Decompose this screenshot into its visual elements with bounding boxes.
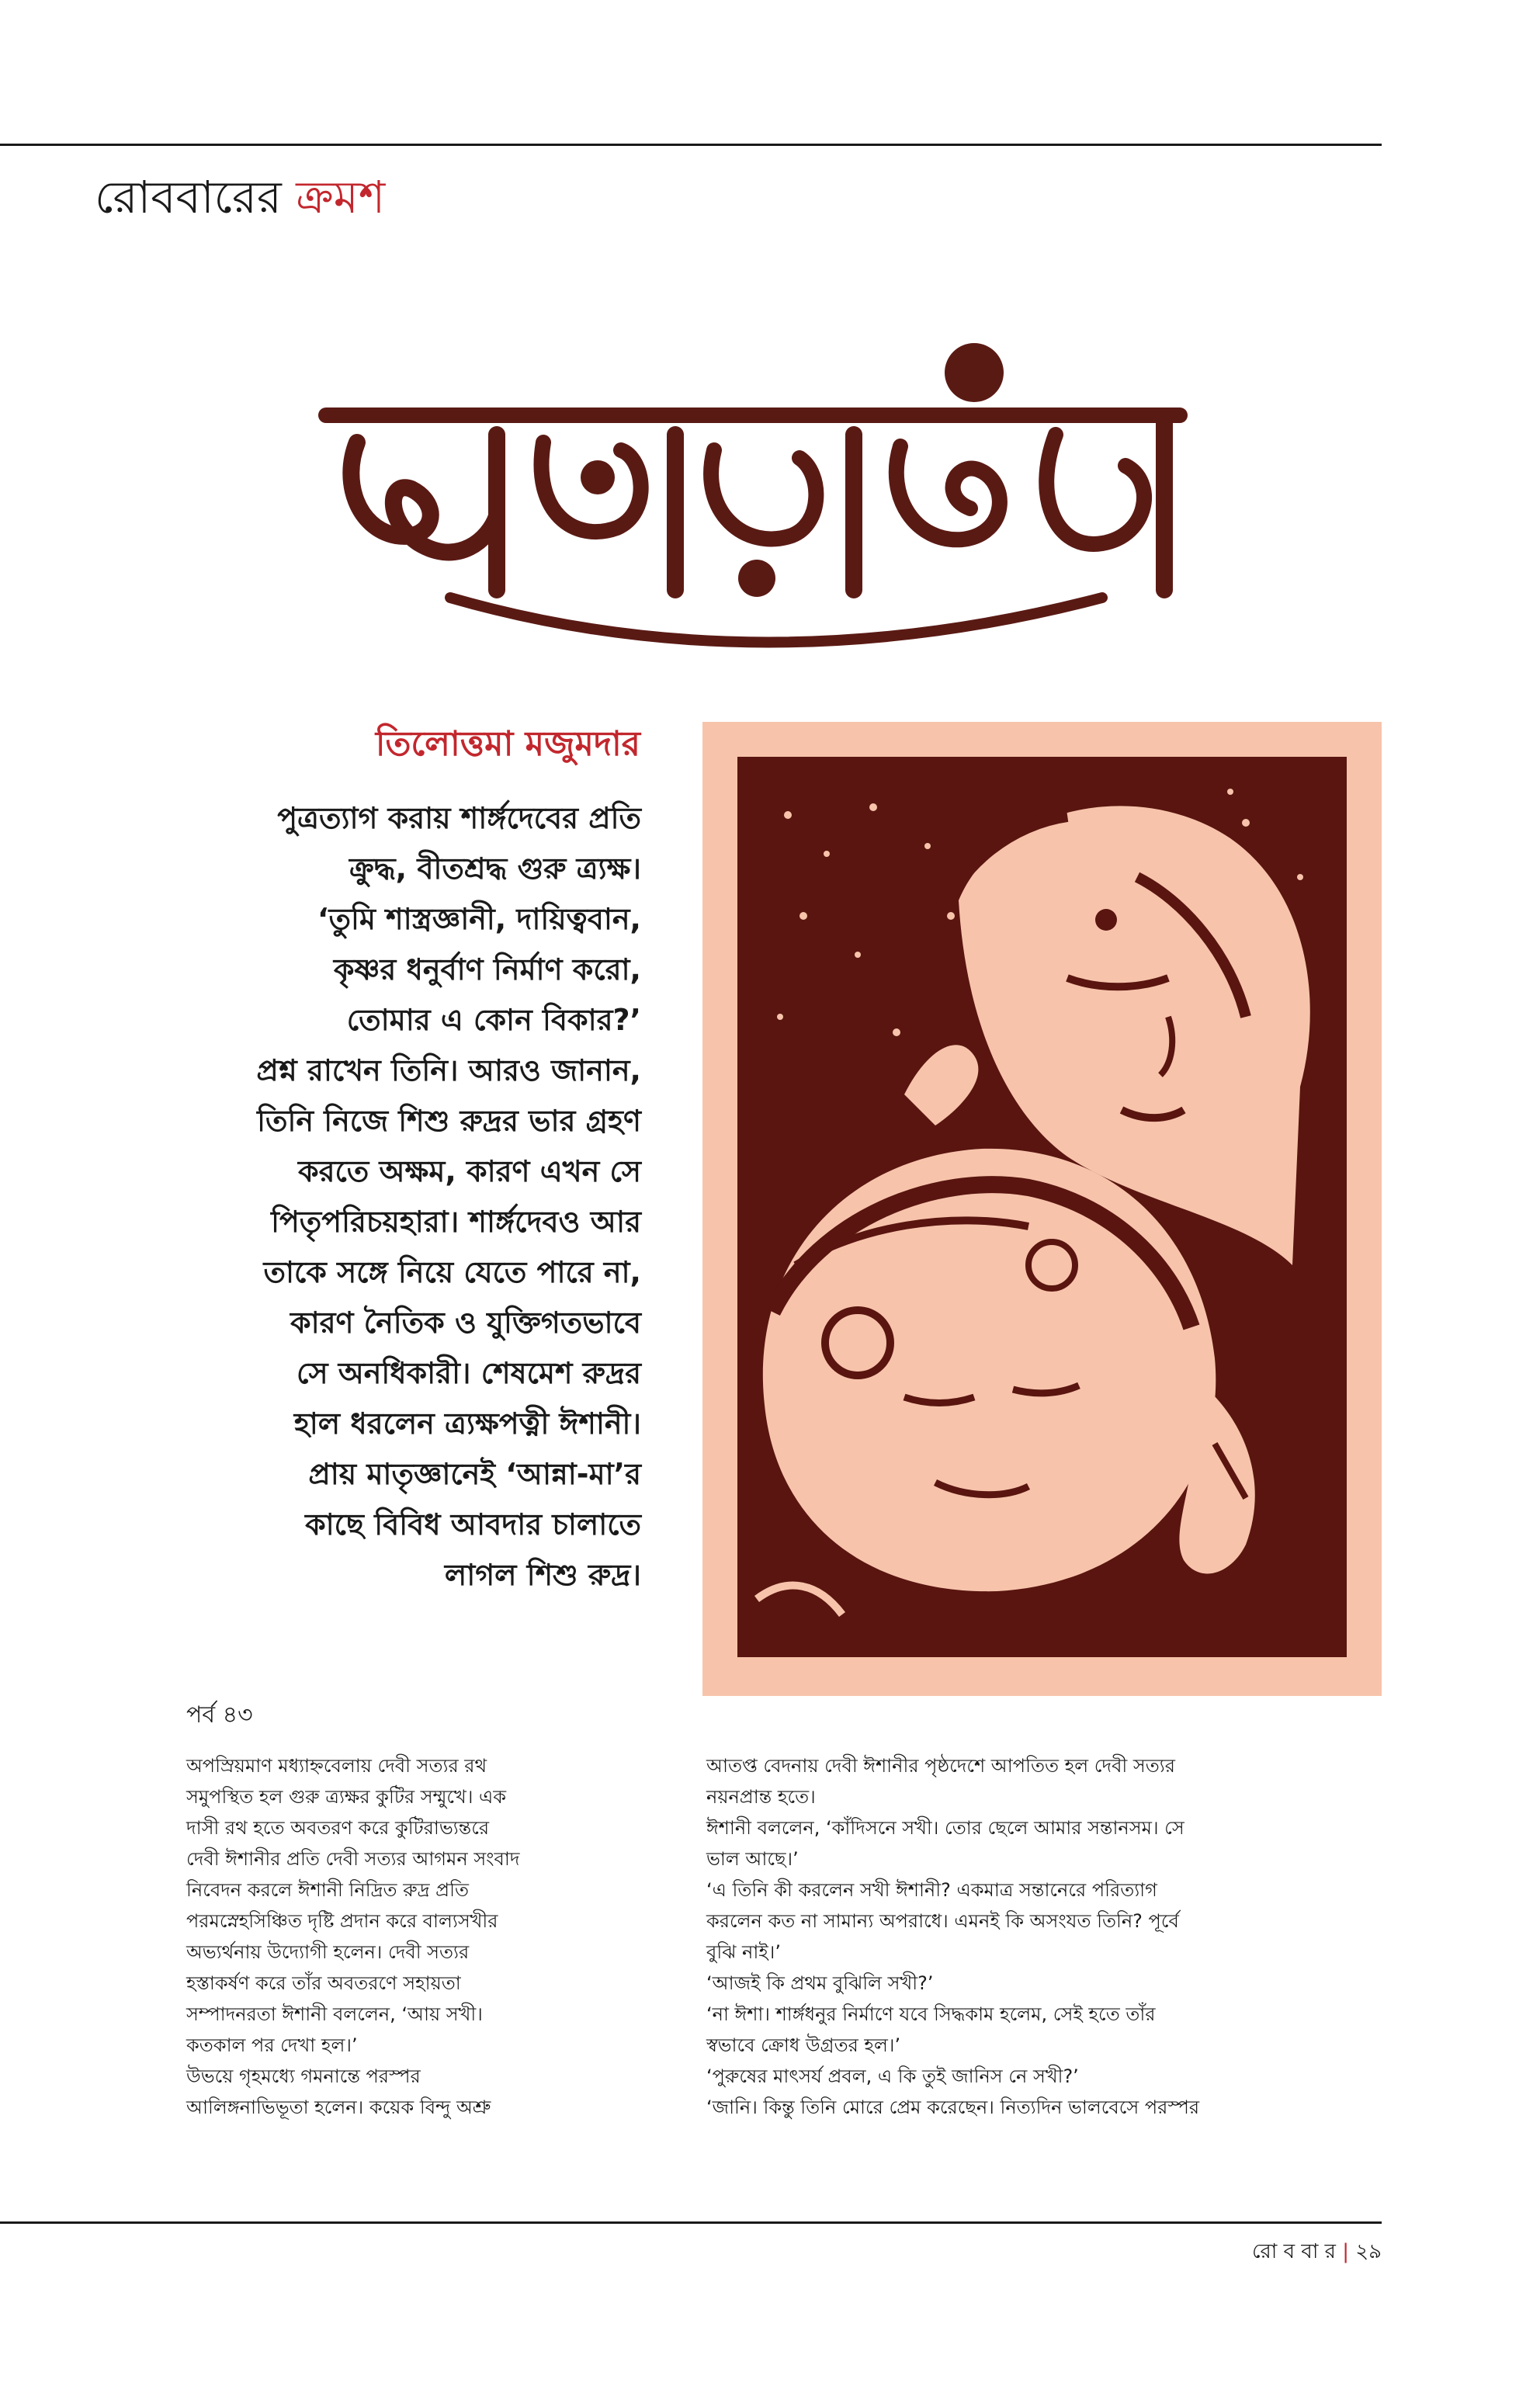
body-line: অপস্রিয়মাণ মধ্যাহ্নবেলায় দেবী সত্যর রথ bbox=[186, 1755, 487, 1777]
part-number: পর্ব ৪৩ bbox=[186, 1701, 253, 1729]
blurb-line: করতে অক্ষম, কারণ এখন সে bbox=[298, 1154, 641, 1188]
page-footer bbox=[1226, 2235, 1382, 2270]
footer-separator: | bbox=[1342, 2240, 1349, 2263]
masthead-swash bbox=[450, 598, 1102, 643]
mother-child-illustration bbox=[702, 722, 1382, 1696]
footer-publication: রো ব বা র bbox=[1251, 2240, 1336, 2263]
body-line: ‘পুরুষের মাৎসর্য প্রবল, এ কি তুই জানিস নে সখী?’ bbox=[706, 2065, 1079, 2087]
body-line: আলিঙ্গনাভিভূতা হলেন। কয়েক বিন্দু অশ্রু bbox=[186, 2096, 491, 2118]
blurb-line: পিতৃপরিচয়হারা। শার্ঙ্গদেবও আর bbox=[271, 1205, 641, 1239]
blurb-line: হাল ধরলেন ত্র্যক্ষপত্নী ঈশানী। bbox=[293, 1406, 641, 1441]
blurb-line: পুত্রত্যাগ করায় শার্ঙ্গদেবের প্রতি bbox=[277, 801, 641, 835]
blurb-line: কৃষ্ণর ধনুর্বাণ নির্মাণ করো, bbox=[333, 952, 641, 987]
page-number: ২৯ bbox=[1355, 2240, 1382, 2263]
body-line: বুঝি নাই।’ bbox=[706, 1941, 781, 1963]
body-column-left bbox=[186, 1750, 652, 2123]
body-line: হস্তাকর্ষণ করে তাঁর অবতরণে সহায়তা bbox=[186, 1972, 461, 1994]
body-line: ভাল আছে।’ bbox=[706, 1848, 799, 1870]
body-line: সম্পাদনরতা ঈশানী বললেন, ‘আয় সখী। bbox=[186, 2003, 483, 2025]
author-name: তিলোত্তমা মজুমদার bbox=[375, 724, 640, 764]
body-line: দাসী রথ হতে অবতরণ করে কুটিরাভ্যন্তরে bbox=[186, 1817, 490, 1839]
body-line: পরমস্নেহসিঞ্চিত দৃষ্টি প্রদান করে বাল্যসখীর bbox=[186, 1910, 498, 1932]
section-label bbox=[95, 163, 385, 238]
blurb-line: ‘তুমি শাস্ত্রজ্ঞানী, দায়িত্ববান, bbox=[317, 902, 641, 936]
bottom-rule bbox=[0, 2221, 1382, 2224]
body-line: আতপ্ত বেদনায় দেবী ঈশানীর পৃষ্ঠদেশে আপতিত হল দেবী সত্যর bbox=[706, 1755, 1175, 1777]
blurb-line: কারণ নৈতিক ও যুক্তিগতভাবে bbox=[290, 1306, 641, 1340]
blurb-line: সে অনধিকারী। শেষমেশ রুদ্রর bbox=[297, 1356, 641, 1390]
intro-blurb bbox=[147, 793, 641, 1601]
blurb-line: লাগল শিশু রুদ্র। bbox=[444, 1558, 641, 1592]
body-line: উভয়ে গৃহমধ্যে গমনান্তে পরস্পর bbox=[186, 2065, 421, 2087]
body-line: ‘আজই কি প্রথম বুঝিলি সখী?’ bbox=[706, 1972, 934, 1994]
blurb-line: তোমার এ কোন বিকার?’ bbox=[346, 1003, 641, 1037]
blurb-line: প্রশ্ন রাখেন তিনি। আরও জানান, bbox=[256, 1053, 641, 1087]
body-line: নিবেদন করলে ঈশানী নিদ্রিত রুদ্র প্রতি bbox=[186, 1879, 469, 1901]
masthead-dot-mid bbox=[581, 460, 615, 494]
body-line: করলেন কত না সামান্য অপরাধে। এমনই কি অসংযত তিনি? পূর্বে bbox=[706, 1910, 1179, 1932]
body-line: নয়নপ্রান্ত হতে। bbox=[706, 1786, 816, 1808]
masthead-logo bbox=[310, 342, 1211, 668]
body-line: সমুপস্থিত হল গুরু ত্র্যক্ষর কুটির সম্মুখে। এক bbox=[186, 1786, 507, 1808]
masthead-dot-top bbox=[945, 343, 1004, 402]
blurb-line: কাছে বিবিধ আবদার চালাতে bbox=[305, 1507, 641, 1542]
blurb-line: ক্রুদ্ধ, বীতশ্রদ্ধ গুরু ত্র্যক্ষ। bbox=[349, 851, 641, 886]
blurb-line: তিনি নিজে শিশু রুদ্রর ভার গ্রহণ bbox=[257, 1104, 641, 1138]
body-line: অভ্যর্থনায় উদ্যোগী হলেন। দেবী সত্যর bbox=[186, 1941, 470, 1963]
body-line: ‘এ তিনি কী করলেন সখী ঈশানী? একমাত্র সন্তানেরে পরিত্যাগ bbox=[706, 1879, 1157, 1901]
body-line: ‘জানি। কিন্তু তিনি মোরে প্রেম করেছেন। নিত্যদিন ভালবেসে পরস্পর bbox=[706, 2096, 1200, 2118]
blurb-line: প্রায় মাতৃজ্ঞানেই ‘আন্না-মা’র bbox=[308, 1457, 641, 1491]
body-line: কতকাল পর দেখা হল।’ bbox=[186, 2034, 358, 2056]
body-column-right bbox=[706, 1750, 1374, 2123]
top-rule bbox=[0, 144, 1382, 146]
body-line: ‘না ঈশা। শার্ঙ্গধনুর নির্মাণে যবে সিদ্ধকাম হলেম, সেই হতে তাঁর bbox=[706, 2003, 1156, 2025]
masthead-dot-low bbox=[738, 560, 775, 597]
section-label-accent: ক্রমশ bbox=[296, 171, 386, 224]
blurb-line: তাকে সঙ্গে নিয়ে যেতে পারে না, bbox=[263, 1255, 641, 1289]
body-line: স্বভাবে ক্রোধ উগ্রতর হল।’ bbox=[706, 2034, 901, 2056]
body-line: ঈশানী বললেন, ‘কাঁদিসনে সখী। তোর ছেলে আমার সন্তানসম। সে bbox=[706, 1817, 1184, 1839]
section-label-prefix: রোববারের bbox=[95, 171, 282, 224]
body-line: দেবী ঈশানীর প্রতি দেবী সত্যর আগমন সংবাদ bbox=[186, 1848, 520, 1870]
